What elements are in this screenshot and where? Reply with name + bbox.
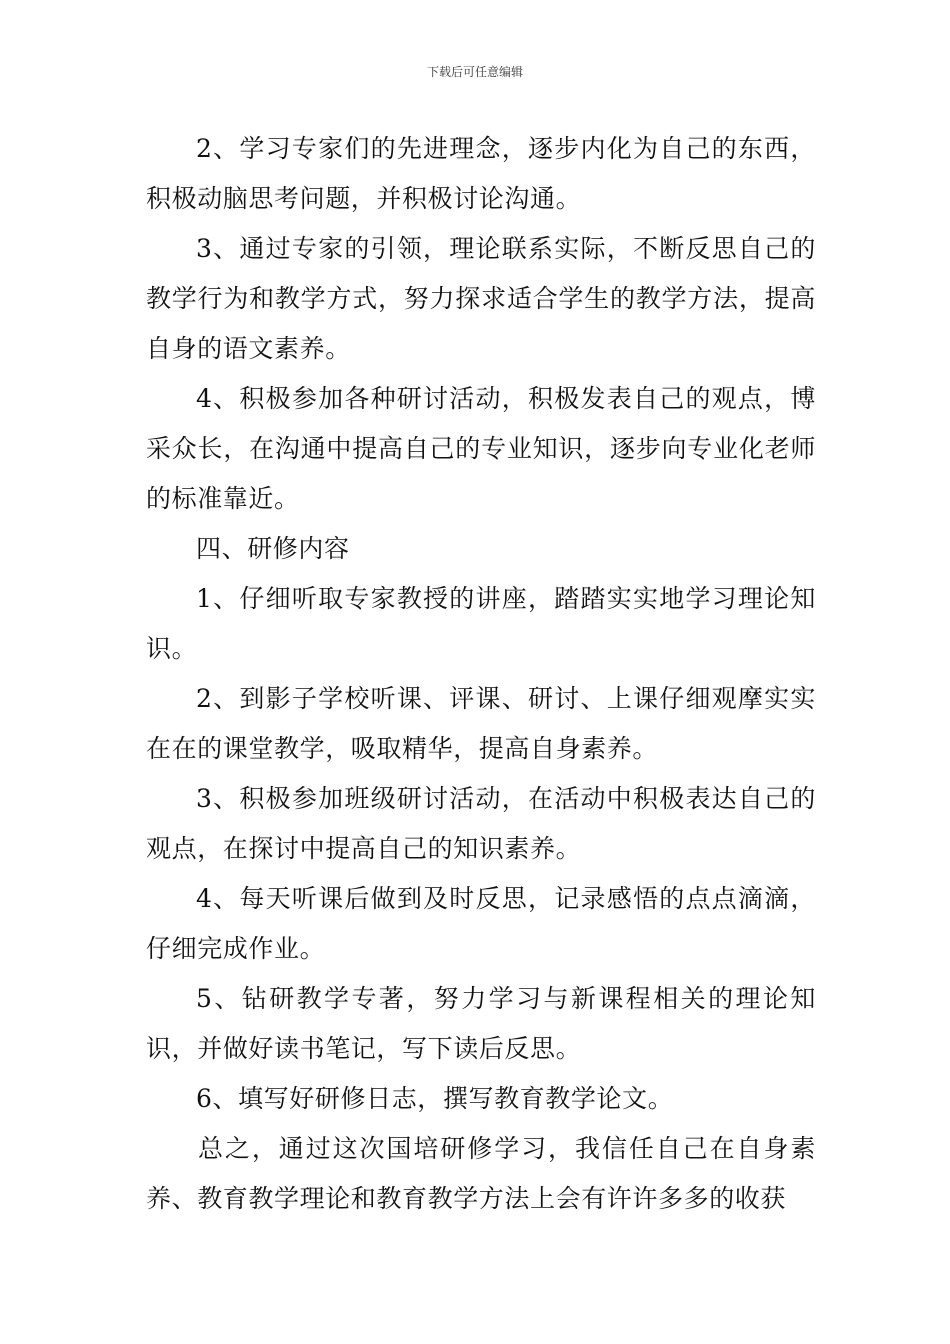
document-body <box>146 124 816 1224</box>
paragraph-conclusion: 总之，通过这次国培研修学习，我信任自己在自身素养、教育教学理论和教育教学方法上会有许许多多的收获 <box>146 1134 816 1213</box>
section-heading-research-content: 四、研修内容 <box>196 534 350 563</box>
paragraph-research-activities: 4、积极参加各种研讨活动，积极发表自己的观点，博采众长，在沟通中提高自己的专业知识，逐步向专业化老师的标准靠近。 <box>146 384 816 513</box>
paragraph-lectures: 1、仔细听取专家教授的讲座，踏踏实实地学习理论知识。 <box>146 584 816 663</box>
page-header-note: 下载后可任意编辑 <box>426 65 523 79</box>
paragraph-study-monographs: 5、钻研教学专著，努力学习与新课程相关的理论知识，并做好读书笔记，写下读后反思。 <box>146 984 816 1063</box>
paragraph-research-log: 6、填写好研修日志，撰写教育教学论文。 <box>196 1084 674 1113</box>
paragraph-study-experts: 2、学习专家们的先进理念，逐步内化为自己的东西，积极动脑思考问题，并积极讨论沟通。 <box>146 134 816 213</box>
paragraph-shadow-school: 2、到影子学校听课、评课、研讨、上课仔细观摩实实在在的课堂教学，吸取精华，提高自身素养。 <box>146 684 816 763</box>
paragraph-class-activities: 3、积极参加班级研讨活动，在活动中积极表达自己的观点，在探讨中提高自己的知识素养。 <box>146 784 816 863</box>
paragraph-expert-guidance: 3、通过专家的引领，理论联系实际，不断反思自己的教学行为和教学方式，努力探求适合学生的教学方法，提高自身的语文素养。 <box>146 234 816 363</box>
paragraph-daily-reflection: 4、每天听课后做到及时反思，记录感悟的点点滴滴，仔细完成作业。 <box>146 884 816 963</box>
